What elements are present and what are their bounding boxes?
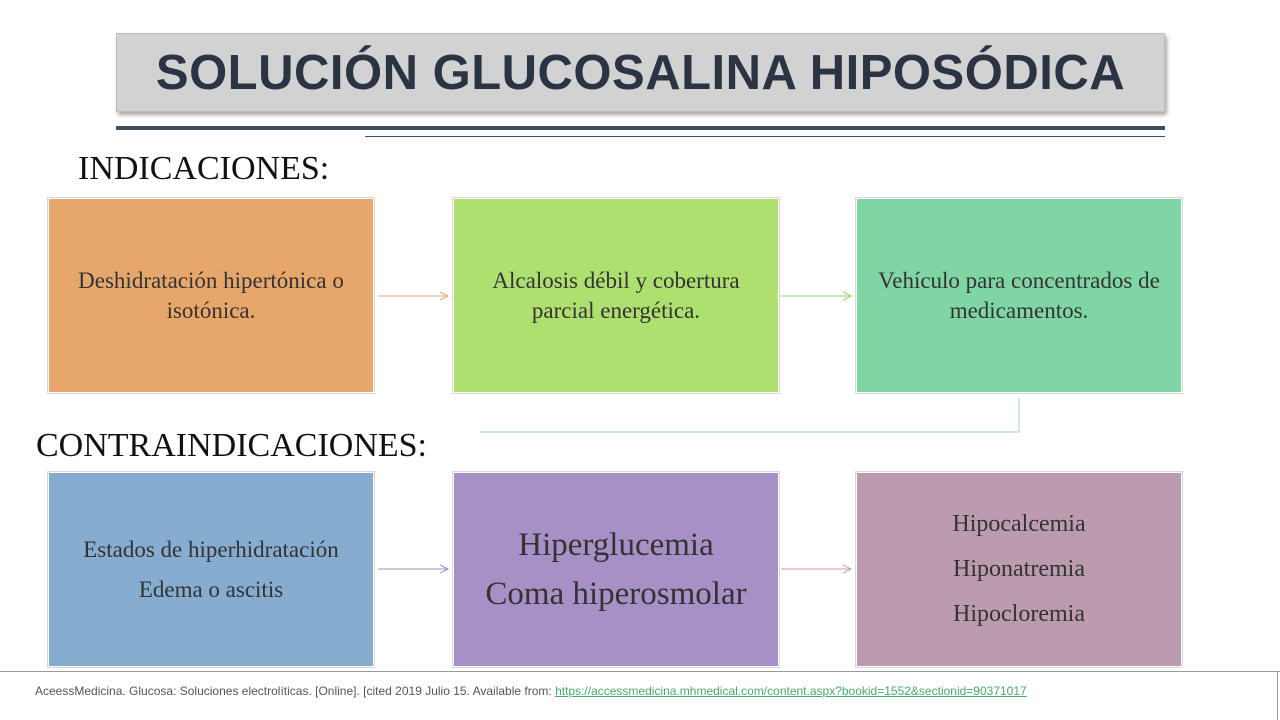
page-title: SOLUCIÓN GLUCOSALINA HIPOSÓDICA xyxy=(155,45,1126,100)
citation-text: AceessMedicina. Glucosa: Soluciones electrolíticas. [Online]. [cited 2019 Julio 15. Available from: xyxy=(35,684,556,698)
contraindications-heading: CONTRAINDICACIONES: xyxy=(36,427,427,464)
contraindication-box-electrolytes xyxy=(856,472,1182,667)
footer-right-edge xyxy=(1277,671,1278,720)
contraindication-box-text: Coma hiperosmolar xyxy=(485,575,747,612)
citation-footer xyxy=(0,671,1280,720)
citation-link[interactable]: https://accessmedicina.mhmedical.com/content.aspx?bookid=1552&sectionid=90371017 xyxy=(555,684,1027,698)
contraindication-box-text: Edema o ascitis xyxy=(138,576,284,602)
indication-box-text: Deshidratación hipertónica o isotónica. xyxy=(78,267,344,323)
link-indications-to-contraindications xyxy=(480,398,1019,432)
contraindication-box-text: Hipocalcemia xyxy=(952,511,1086,538)
indications-heading: INDICACIONES: xyxy=(78,150,330,187)
contraindication-box-hyperhydration xyxy=(48,472,374,667)
contraindication-box-text: Estados de hiperhidratación xyxy=(83,536,339,562)
contraindication-box-text: Hiponatremia xyxy=(953,556,1085,583)
indication-box-vehicle xyxy=(856,198,1182,393)
indication-box-text: Vehículo para concentrados de medicamentos. xyxy=(878,267,1160,323)
indication-box-dehydration xyxy=(48,198,374,393)
indication-box-alkalosis xyxy=(453,198,779,393)
contraindication-box-text: Hipocloremia xyxy=(953,600,1085,627)
contraindication-box-hyperglycemia xyxy=(453,472,779,667)
contraindication-box-text: Hiperglucemia xyxy=(518,527,714,564)
indication-box-text: Alcalosis débil y cobertura parcial energética. xyxy=(492,267,740,323)
